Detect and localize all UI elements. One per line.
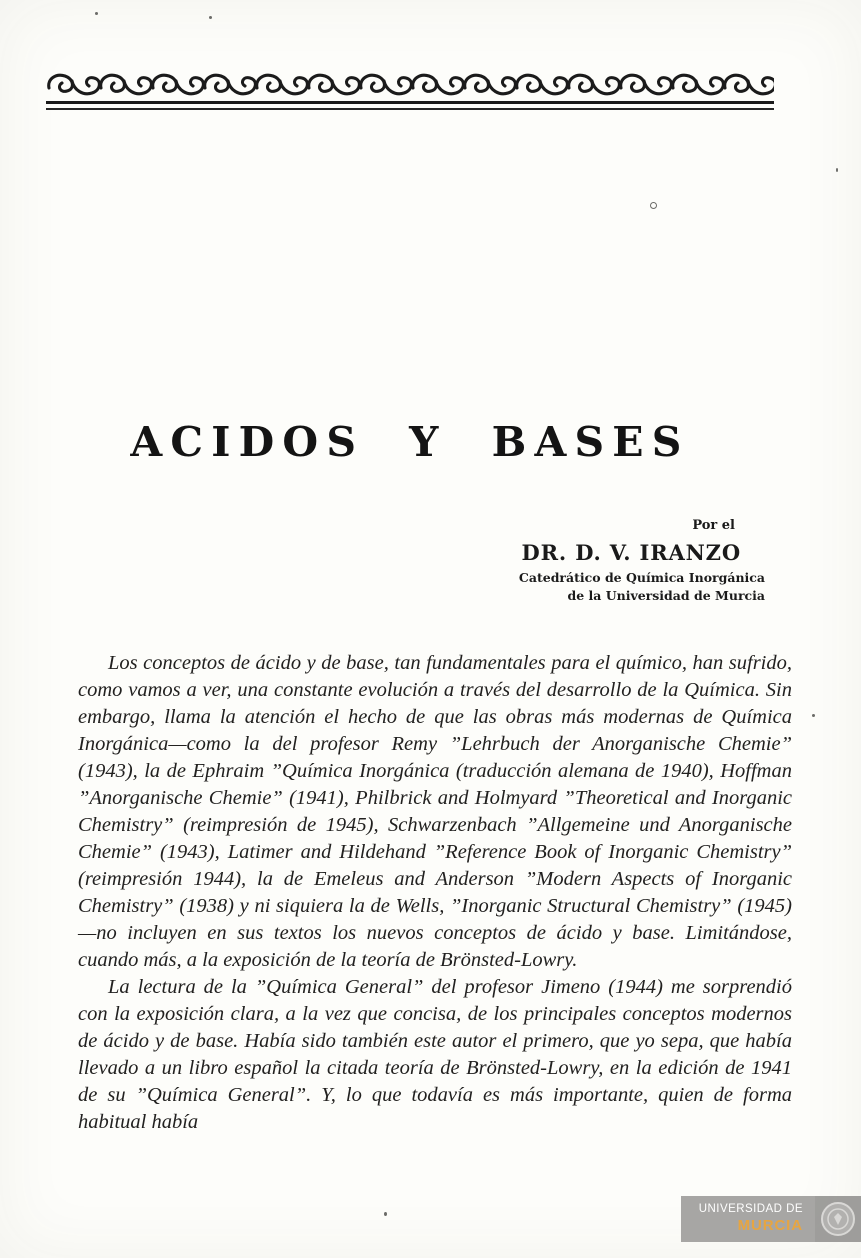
byline-intro: Por el [692, 518, 735, 533]
watermark-text [681, 1196, 815, 1242]
body-paragraph-2: La lectura de la ”Química General” del profesor Jimeno (1944) me sorprendió con la exposición clara, a la vez que concisa, de los principales conceptos modernos de ácido y de base. Había sido también este autor el primero, que yo sepa, que había llevado a un libro español la citada teoría de Brönsted-Lowry, en la edición de 1941 de su ”Química General”. Y, lo que todavía es más importante, quien de forma habitual había [78, 976, 792, 1133]
watermark-murcia-label: MURCIA [737, 1216, 803, 1234]
scroll-ornament-icon [46, 72, 774, 98]
article-title: ACIDOS Y BASES [130, 418, 690, 466]
scan-speck [650, 202, 657, 209]
decorative-scroll-border [46, 72, 774, 110]
author-role-line1: Catedrático de Química Inorgánica [518, 570, 765, 585]
double-rule-top [46, 101, 774, 104]
scan-speck [812, 714, 815, 717]
scan-speck [95, 12, 98, 15]
author-name: DR. D. V. IRANZO [521, 540, 741, 565]
scan-speck [209, 16, 212, 19]
body-paragraph-1: Los conceptos de ácido y de base, tan fundamentales para el químico, han sufrido, como vamos a ver, una constante evolución a través del desarrollo de la Química. Sin embargo, llama la atención el hecho de que las obras más modernas de Química Inorgánica—como la del profesor Remy ”Lehrbuch der Anorganische Chemie” (1943), la de Ephraim ”Química Inorgánica (traducción alemana de 1940), Hoffman ”Anorganische Chemie” (1941), Philbrick and Holmyard ”Theoretical and Inorganic Chemistry” (reimpresión de 1945), Schwarzenbach ”Allgemeine und Anorganische Chemie” (1943), Latimer and Hildehand ”Reference Book of Inorganic Chemistry” (reimpresión 1944), la de Emeleus and Anderson ”Modern Aspects of Inorganic Chemistry” (1938) y ni siquiera la de Wells, ”Inorganic Structural Chemistry” (1945)—no incluyen en sus textos los nuevos conceptos de ácido y base. Limitándose, cuando más, a la exposición de la teoría de Brönsted-Lowry. [78, 652, 792, 971]
university-seal-icon [815, 1196, 861, 1242]
author-role-line2: de la Universidad de Murcia [567, 588, 765, 603]
library-watermark [681, 1196, 861, 1242]
scan-speck [384, 1212, 387, 1216]
byline [519, 518, 765, 603]
scan-speck [836, 168, 838, 172]
article-body [78, 650, 792, 1136]
watermark-university-label: UNIVERSIDAD DE [698, 1203, 803, 1216]
double-rule-bottom [46, 108, 774, 110]
